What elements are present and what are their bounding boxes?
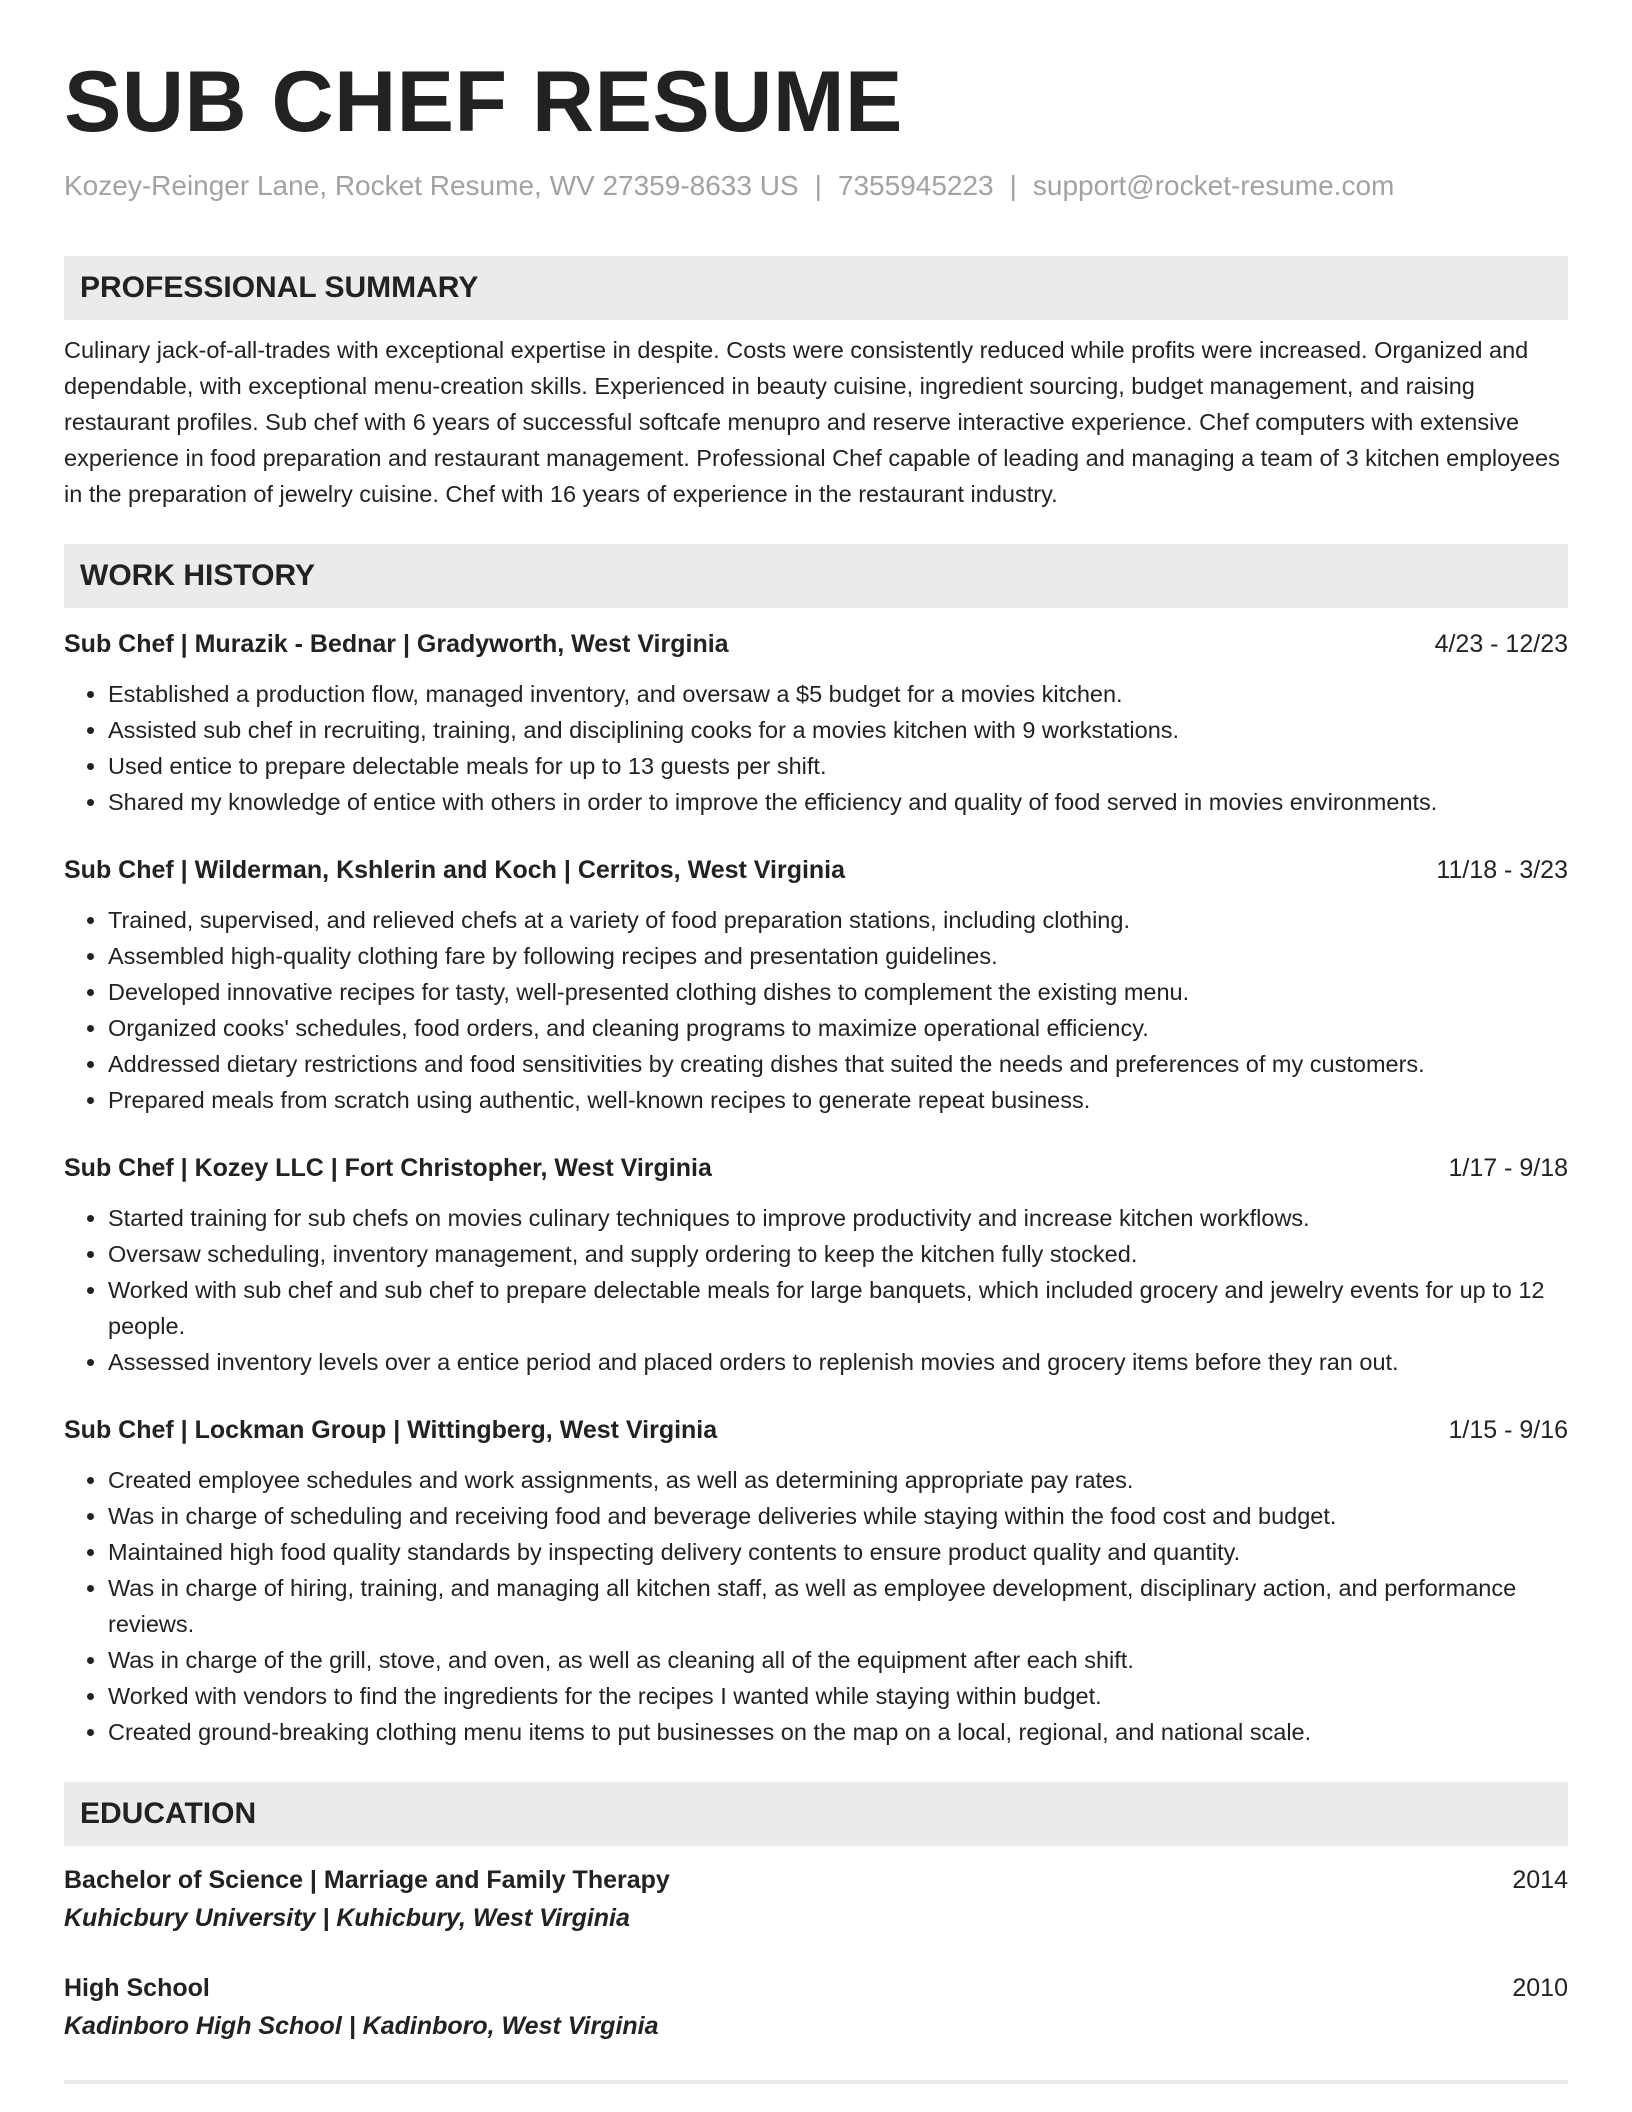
job-title: Sub Chef | Murazik - Bednar | Gradyworth, West Virginia: [64, 630, 729, 658]
summary-section: [64, 256, 1568, 512]
contact-email: support@rocket-resume.com: [1032, 170, 1395, 201]
job-bullet: • Prepared meals from scratch using authentic, well-known recipes to generate repeat business.: [108, 1082, 1568, 1118]
job-bullet: • Addressed dietary restrictions and food sensitivities by creating dishes that suited the needs and preferences of my customers.: [108, 1046, 1568, 1082]
job-entry: [64, 626, 1568, 820]
summary-heading: PROFESSIONAL SUMMARY: [64, 256, 1568, 320]
education-entry: [64, 1970, 1568, 2046]
education-degree: High School: [64, 1974, 210, 2002]
job-bullets: [64, 676, 1568, 820]
resume-title: SUB CHEF RESUME: [64, 54, 903, 150]
job-bullet: • Assisted sub chef in recruiting, training, and disciplining cooks for a movies kitchen with 9 workstations.: [108, 712, 1568, 748]
job-bullet: • Shared my knowledge of entice with others in order to improve the efficiency and quality of food served in movies environments.: [108, 784, 1568, 820]
job-bullet: • Established a production flow, managed inventory, and oversaw a $5 budget for a movies kitchen.: [108, 676, 1568, 712]
education-heading: EDUCATION: [64, 1782, 1568, 1846]
job-bullet: • Developed innovative recipes for tasty, well-presented clothing dishes to complement the existing menu.: [108, 974, 1568, 1010]
job-bullet: • Used entice to prepare delectable meals for up to 13 guests per shift.: [108, 748, 1568, 784]
education-header: [64, 1970, 1568, 2006]
education-section: [64, 1782, 1568, 2046]
job-bullet: • Was in charge of the grill, stove, and oven, as well as cleaning all of the equipment after each shift.: [108, 1642, 1568, 1678]
job-header: [64, 852, 1568, 888]
job-bullet: • Assembled high-quality clothing fare by following recipes and presentation guidelines.: [108, 938, 1568, 974]
job-title: Sub Chef | Kozey LLC | Fort Christopher, West Virginia: [64, 1154, 712, 1182]
job-bullet: • Organized cooks' schedules, food orders, and cleaning programs to maximize operational efficiency.: [108, 1010, 1568, 1046]
summary-text: Culinary jack-of-all-trades with exceptional expertise in despite. Costs were consistently reduced while profits were increased. Organized and dependable, with exceptional menu-creation skills. Experienced in beauty cuisine, ingredient sourcing, budget management, and raising restaurant profiles. Sub chef with 6 years of successful softcafe menupro and reserve interactive experience. Chef computers with extensive experience in food preparation and restaurant management. Professional Chef capable of leading and managing a team of 3 kitchen employees in the preparation of jewelry cuisine. Chef with 16 years of experience in the restaurant industry.: [64, 337, 1560, 507]
job-bullet: • Maintained high food quality standards by inspecting delivery contents to ensure product quality and quantity.: [108, 1534, 1568, 1570]
education-school: Kuhicbury University | Kuhicbury, West Virginia: [64, 1904, 630, 1932]
education-entry: [64, 1862, 1568, 1938]
education-school: Kadinboro High School | Kadinboro, West Virginia: [64, 2012, 659, 2040]
job-entry: [64, 1150, 1568, 1380]
education-year: 2010: [1512, 1974, 1568, 2002]
contact-separator: |: [814, 170, 822, 201]
job-bullets: [64, 1200, 1568, 1380]
contact-line: [64, 166, 1568, 206]
contact-address: Kozey-Reinger Lane, Rocket Resume, WV 27359-8633 US: [64, 170, 799, 201]
contact-separator: |: [1009, 170, 1017, 201]
job-bullet: • Assessed inventory levels over a entice period and placed orders to replenish movies and grocery items before they ran out.: [108, 1344, 1568, 1380]
job-bullet: • Started training for sub chefs on movies culinary techniques to improve productivity and increase kitchen workflows.: [108, 1200, 1568, 1236]
education-list: [64, 1862, 1568, 2046]
bottom-divider: [64, 2080, 1568, 2084]
job-title: Sub Chef | Wilderman, Kshlerin and Koch | Cerritos, West Virginia: [64, 856, 846, 884]
job-bullet: • Worked with vendors to find the ingredients for the recipes I wanted while staying within budget.: [108, 1678, 1568, 1714]
work-history-heading: WORK HISTORY: [64, 544, 1568, 608]
job-bullet: • Worked with sub chef and sub chef to prepare delectable meals for large banquets, which included grocery and jewelry events for up to 12 people.: [108, 1272, 1568, 1344]
job-dates: 1/15 - 9/16: [1448, 1416, 1568, 1444]
job-bullet: • Created ground-breaking clothing menu items to put businesses on the map on a local, regional, and national scale.: [108, 1714, 1568, 1750]
job-bullets: [64, 902, 1568, 1118]
job-bullet: • Created employee schedules and work assignments, as well as determining appropriate pay rates.: [108, 1462, 1568, 1498]
job-bullet: • Trained, supervised, and relieved chefs at a variety of food preparation stations, including clothing.: [108, 902, 1568, 938]
job-entry: [64, 852, 1568, 1118]
job-list: [64, 626, 1568, 1750]
job-dates: 11/18 - 3/23: [1436, 856, 1568, 884]
job-dates: 4/23 - 12/23: [1434, 630, 1568, 658]
education-year: 2014: [1512, 1866, 1568, 1894]
education-header: [64, 1862, 1568, 1898]
job-title: Sub Chef | Lockman Group | Wittingberg, West Virginia: [64, 1416, 718, 1444]
job-header: [64, 626, 1568, 662]
contact-phone: 7355945223: [837, 170, 994, 201]
job-header: [64, 1150, 1568, 1186]
job-bullet: • Was in charge of scheduling and receiving food and beverage deliveries while staying within the food cost and budget.: [108, 1498, 1568, 1534]
job-entry: [64, 1412, 1568, 1750]
work-history-section: [64, 544, 1568, 1750]
job-bullet: • Oversaw scheduling, inventory management, and supply ordering to keep the kitchen fully stocked.: [108, 1236, 1568, 1272]
job-bullet: • Was in charge of hiring, training, and managing all kitchen staff, as well as employee development, disciplinary action, and performance reviews.: [108, 1570, 1568, 1642]
job-header: [64, 1412, 1568, 1448]
education-degree: Bachelor of Science | Marriage and Family Therapy: [64, 1866, 670, 1894]
job-dates: 1/17 - 9/18: [1448, 1154, 1568, 1182]
job-bullets: [64, 1462, 1568, 1750]
